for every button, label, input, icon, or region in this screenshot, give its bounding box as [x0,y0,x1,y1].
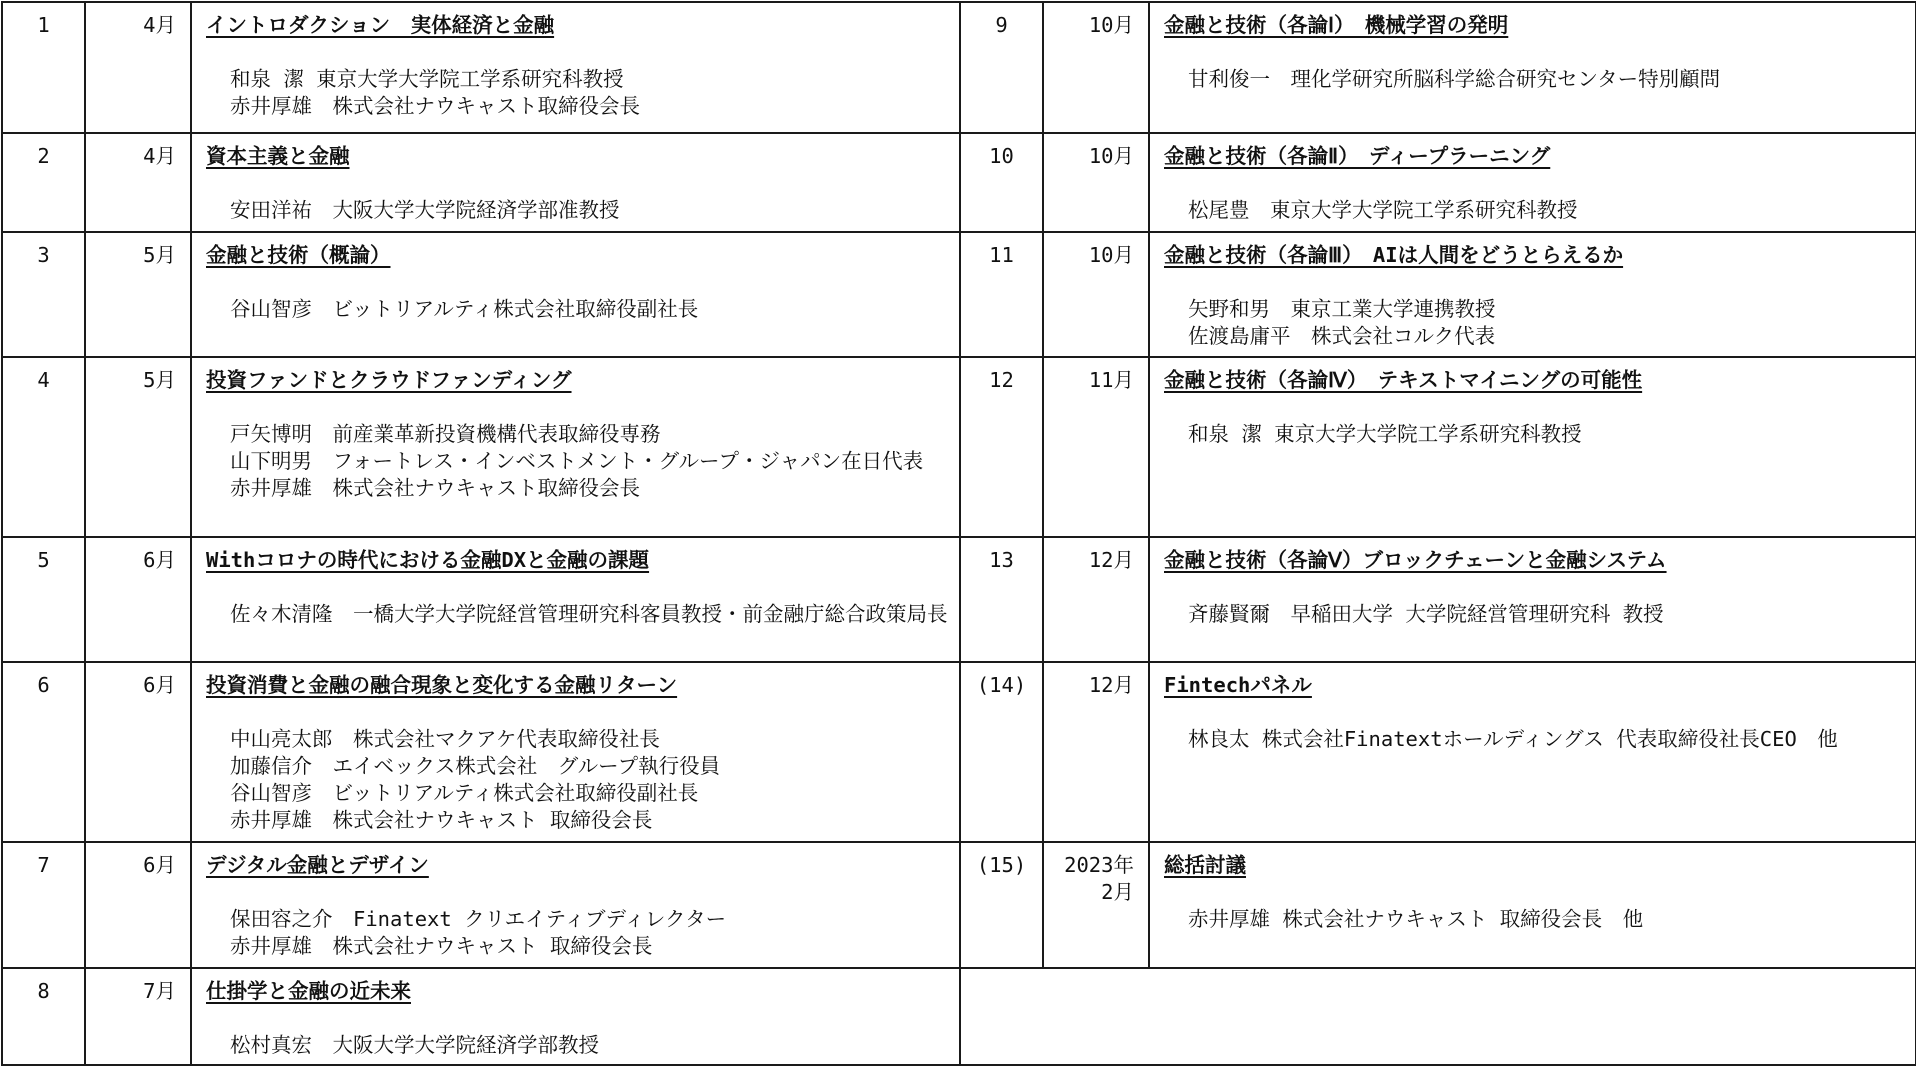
lecture-detail [1149,357,1916,537]
lecture-detail [191,662,960,842]
lecture-detail [191,968,960,1065]
lecture-month: 5月 [85,357,191,537]
speaker-line: 松村真宏 大阪大学大学院経済学部教授 [230,1033,599,1057]
lecture-schedule-table [1,1,1916,1066]
lecture-detail [191,232,960,357]
lecture-number: (15) [960,842,1043,968]
speaker-line: 松尾豊 東京大学大学院工学系研究科教授 [1188,198,1578,222]
speaker-list [1164,296,1905,350]
lecture-title: 投資ファンドとクラウドファンディング [206,368,572,392]
lecture-title: Fintechパネル [1164,673,1312,697]
lecture-detail [191,842,960,968]
lecture-detail [191,133,960,232]
lecture-detail [1149,2,1916,133]
speaker-list [206,601,949,628]
lecture-number: 11 [960,232,1043,357]
speaker-list [206,1032,949,1059]
speaker-line: 佐々木清隆 一橋大学大学院経営管理研究科客員教授・前金融庁総合政策局長 [230,602,948,626]
speaker-line: 谷山智彦 ビットリアルティ株式会社取締役副社長 [230,297,699,321]
speaker-line: 林良太 株式会社Finatextホールディングス 代表取締役社長CEO 他 [1188,727,1838,751]
schedule-row [2,2,1916,133]
lecture-month: 4月 [85,133,191,232]
speaker-line: 赤井厚雄 株式会社ナウキャスト 取締役会長 [230,934,653,958]
lecture-title: イントロダクション 実体経済と金融 [206,13,555,37]
lecture-number: 10 [960,133,1043,232]
lecture-month: 10月 [1043,2,1149,133]
schedule-row [2,968,1916,1065]
speaker-line: 安田洋祐 大阪大学大学院経済学部准教授 [230,198,620,222]
lecture-detail [1149,232,1916,357]
lecture-month: 12月 [1043,537,1149,662]
lecture-title: 金融と技術（概論） [206,243,391,267]
schedule-row [2,662,1916,842]
lecture-title: 投資消費と金融の融合現象と変化する金融リターン [206,673,678,697]
lecture-number: 9 [960,2,1043,133]
lecture-month: 12月 [1043,662,1149,842]
speaker-line: 赤井厚雄 株式会社ナウキャスト取締役会長 [230,94,640,118]
lecture-title: 資本主義と金融 [206,144,350,168]
schedule-row [2,842,1916,968]
lecture-month: 6月 [85,662,191,842]
lecture-detail [191,357,960,537]
schedule-row [2,133,1916,232]
speaker-line: 甘利俊一 理化学研究所脳科学総合研究センター特別顧問 [1188,67,1721,91]
lecture-title: Withコロナの時代における金融DXと金融の課題 [206,548,650,572]
speaker-list [206,197,949,224]
lecture-number: 6 [2,662,85,842]
speaker-list [206,726,949,834]
schedule-row [2,232,1916,357]
lecture-detail [1149,662,1916,842]
lecture-detail [1149,842,1916,968]
speaker-line: 佐渡島庸平 株式会社コルク代表 [1188,324,1496,348]
lecture-month: 4月 [85,2,191,133]
lecture-month: 10月 [1043,232,1149,357]
speaker-line: 和泉 潔 東京大学大学院工学系研究科教授 [230,67,624,91]
lecture-title: 金融と技術（各論Ⅳ） テキストマイニングの可能性 [1164,368,1643,392]
speaker-line: 谷山智彦 ビットリアルティ株式会社取締役副社長 [230,781,699,805]
speaker-line: 赤井厚雄 株式会社ナウキャスト取締役会長 [230,476,640,500]
speaker-line: 保田容之介 Finatext クリエイティブディレクター [230,907,727,931]
empty-cell [960,968,1916,1065]
speaker-list [206,296,949,323]
speaker-line: 斉藤賢爾 早稲田大学 大学院経営管理研究科 教授 [1188,602,1664,626]
lecture-detail [191,537,960,662]
lecture-number: 8 [2,968,85,1065]
speaker-list [1164,197,1905,224]
lecture-month: 2023年 2月 [1043,842,1149,968]
speaker-line: 加藤信介 エイベックス株式会社 グループ執行役員 [230,754,721,778]
lecture-number: 1 [2,2,85,133]
lecture-title: 金融と技術（各論Ⅱ） ディープラーニング [1164,144,1551,168]
lecture-number: 5 [2,537,85,662]
schedule-body [2,2,1916,1065]
speaker-line: 中山亮太郎 株式会社マクアケ代表取締役社長 [230,727,660,751]
speaker-list [206,66,949,120]
lecture-number: 4 [2,357,85,537]
lecture-number: (14) [960,662,1043,842]
lecture-month: 10月 [1043,133,1149,232]
lecture-title: 金融と技術（各論Ⅲ） AIは人間をどうとらえるか [1164,243,1624,267]
lecture-title: 金融と技術（各論Ⅴ）ブロックチェーンと金融システム [1164,548,1667,572]
lecture-title: 仕掛学と金融の近未来 [206,979,411,1003]
speaker-list [1164,66,1905,93]
lecture-number: 3 [2,232,85,357]
lecture-number: 7 [2,842,85,968]
speaker-list [1164,906,1905,933]
lecture-detail [1149,133,1916,232]
schedule-row [2,537,1916,662]
speaker-line: 和泉 潔 東京大学大学院工学系研究科教授 [1188,422,1582,446]
speaker-line: 矢野和男 東京工業大学連携教授 [1188,297,1496,321]
speaker-line: 赤井厚雄 株式会社ナウキャスト 取締役会長 他 [1188,907,1644,931]
schedule-row [2,357,1916,537]
speaker-line: 赤井厚雄 株式会社ナウキャスト 取締役会長 [230,808,653,832]
lecture-month: 7月 [85,968,191,1065]
lecture-month: 6月 [85,842,191,968]
lecture-number: 2 [2,133,85,232]
speaker-list [1164,726,1905,753]
lecture-month: 5月 [85,232,191,357]
lecture-title: デジタル金融とデザイン [206,853,429,877]
lecture-number: 13 [960,537,1043,662]
lecture-number: 12 [960,357,1043,537]
speaker-list [206,421,949,502]
lecture-title: 金融と技術（各論Ⅰ） 機械学習の発明 [1164,13,1509,37]
speaker-list [206,906,949,960]
lecture-month: 6月 [85,537,191,662]
lecture-month: 11月 [1043,357,1149,537]
speaker-line: 山下明男 フォートレス・インベストメント・グループ・ジャパン在日代表 [230,449,924,473]
lecture-detail [1149,537,1916,662]
speaker-line: 戸矢博明 前産業革新投資機構代表取締役専務 [230,422,661,446]
lecture-title: 総括討議 [1164,853,1246,877]
lecture-detail [191,2,960,133]
speaker-list [1164,421,1905,448]
speaker-list [1164,601,1905,628]
